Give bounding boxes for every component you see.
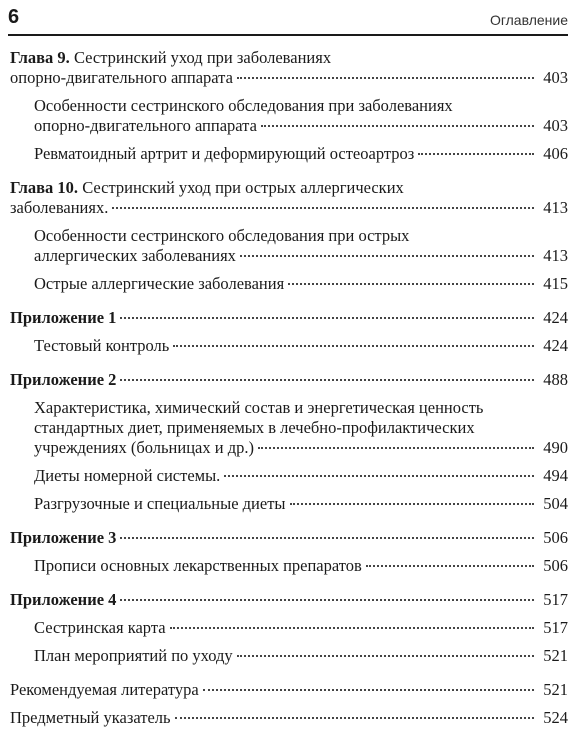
entry-title: Сестринский уход при острых аллергических <box>82 178 404 197</box>
page-ref: 424 <box>543 336 568 355</box>
running-title: Оглавление <box>489 12 568 28</box>
entry-title: Особенности сестринского обследования при острых <box>34 226 410 245</box>
entry-title: Сестринская карта <box>34 618 166 637</box>
dot-leader <box>224 475 534 477</box>
dot-leader <box>120 599 534 601</box>
entry-title: Сестринский уход при заболеваниях <box>73 48 332 67</box>
entry-title: Особенности сестринского обследования при заболеваниях <box>34 96 453 115</box>
page-ref: 413 <box>543 246 568 265</box>
toc-section[interactable] <box>10 466 568 486</box>
dot-leader <box>366 565 534 567</box>
toc-appendix-2[interactable] <box>10 370 568 390</box>
entry-title: Диеты номерной системы. <box>34 466 221 485</box>
page-ref: 403 <box>543 116 568 135</box>
dot-leader <box>261 125 534 127</box>
page-ref: 490 <box>543 438 568 457</box>
page-ref: 488 <box>543 370 568 389</box>
page-ref: 517 <box>543 618 568 637</box>
page-ref: 517 <box>543 590 568 609</box>
toc-section[interactable] <box>10 556 568 576</box>
dot-leader <box>288 283 534 285</box>
entry-title: Острые аллергические заболевания <box>34 274 285 293</box>
entry-title-cont: опорно-двигательного аппарата <box>34 116 257 135</box>
appendix-label: Приложение 2 <box>10 370 117 389</box>
entry-title-cont: учреждениях (больницах и др.) <box>34 438 254 457</box>
page-ref: 403 <box>543 68 568 87</box>
toc-section[interactable] <box>10 274 568 294</box>
dot-leader <box>175 717 534 719</box>
entry-title: План мероприятий по уходу <box>34 646 233 665</box>
toc-references[interactable] <box>10 680 568 700</box>
dot-leader <box>258 447 534 449</box>
entry-title-cont: аллергических заболеваниях <box>34 246 236 265</box>
dot-leader <box>237 655 534 657</box>
page-ref: 494 <box>543 466 568 485</box>
entry-title: Характеристика, химический состав и энергетическая ценность стандартных диет, применяемых в лечебно-профилактических <box>34 398 484 437</box>
entry-title: Рекомендуемая литература <box>10 680 199 699</box>
entry-title: Разгрузочные и специальные диеты <box>34 494 286 513</box>
dot-leader <box>290 503 534 505</box>
appendix-label: Приложение 1 <box>10 308 117 327</box>
page-number: 6 <box>8 6 20 28</box>
dot-leader <box>240 255 534 257</box>
page-ref: 415 <box>543 274 568 293</box>
toc-section[interactable] <box>10 646 568 666</box>
toc-chapter-10[interactable] <box>10 178 568 218</box>
toc-section[interactable] <box>10 494 568 514</box>
toc-section[interactable] <box>10 336 568 356</box>
entry-title-cont: опорно-двигательного аппарата <box>10 68 233 87</box>
page-ref: 424 <box>543 308 568 327</box>
page-ref: 406 <box>543 144 568 163</box>
page-ref: 506 <box>543 556 568 575</box>
page-ref: 504 <box>543 494 568 513</box>
toc-appendix-3[interactable] <box>10 528 568 548</box>
entry-title: Предметный указатель <box>10 708 171 727</box>
toc-appendix-1[interactable] <box>10 308 568 328</box>
dot-leader <box>173 345 534 347</box>
dot-leader <box>237 77 534 79</box>
toc-section[interactable] <box>10 618 568 638</box>
dot-leader <box>170 627 534 629</box>
dot-leader <box>203 689 534 691</box>
entry-title: Ревматоидный артрит и деформирующий остеоартроз <box>34 144 415 163</box>
toc-section[interactable] <box>10 398 568 458</box>
toc-appendix-4[interactable] <box>10 590 568 610</box>
page-ref: 521 <box>543 646 568 665</box>
page-header <box>8 4 568 36</box>
toc-section[interactable] <box>10 96 568 136</box>
chapter-label: Глава 10. <box>10 178 79 197</box>
entry-title: Тестовый контроль <box>34 336 170 355</box>
page-ref: 521 <box>543 680 568 699</box>
table-of-contents <box>10 48 568 728</box>
toc-section[interactable] <box>10 226 568 266</box>
page-ref: 413 <box>543 198 568 217</box>
dot-leader <box>112 207 534 209</box>
toc-subject-index[interactable] <box>10 708 568 728</box>
toc-chapter-9[interactable] <box>10 48 568 88</box>
chapter-label: Глава 9. <box>10 48 70 67</box>
entry-title-cont: заболеваниях. <box>10 198 109 217</box>
dot-leader <box>120 379 534 381</box>
dot-leader <box>120 537 534 539</box>
page-ref: 524 <box>543 708 568 727</box>
dot-leader <box>418 153 534 155</box>
toc-section[interactable] <box>10 144 568 164</box>
dot-leader <box>120 317 534 319</box>
page-ref: 506 <box>543 528 568 547</box>
entry-title: Прописи основных лекарственных препаратов <box>34 556 362 575</box>
appendix-label: Приложение 3 <box>10 528 117 547</box>
appendix-label: Приложение 4 <box>10 590 117 609</box>
